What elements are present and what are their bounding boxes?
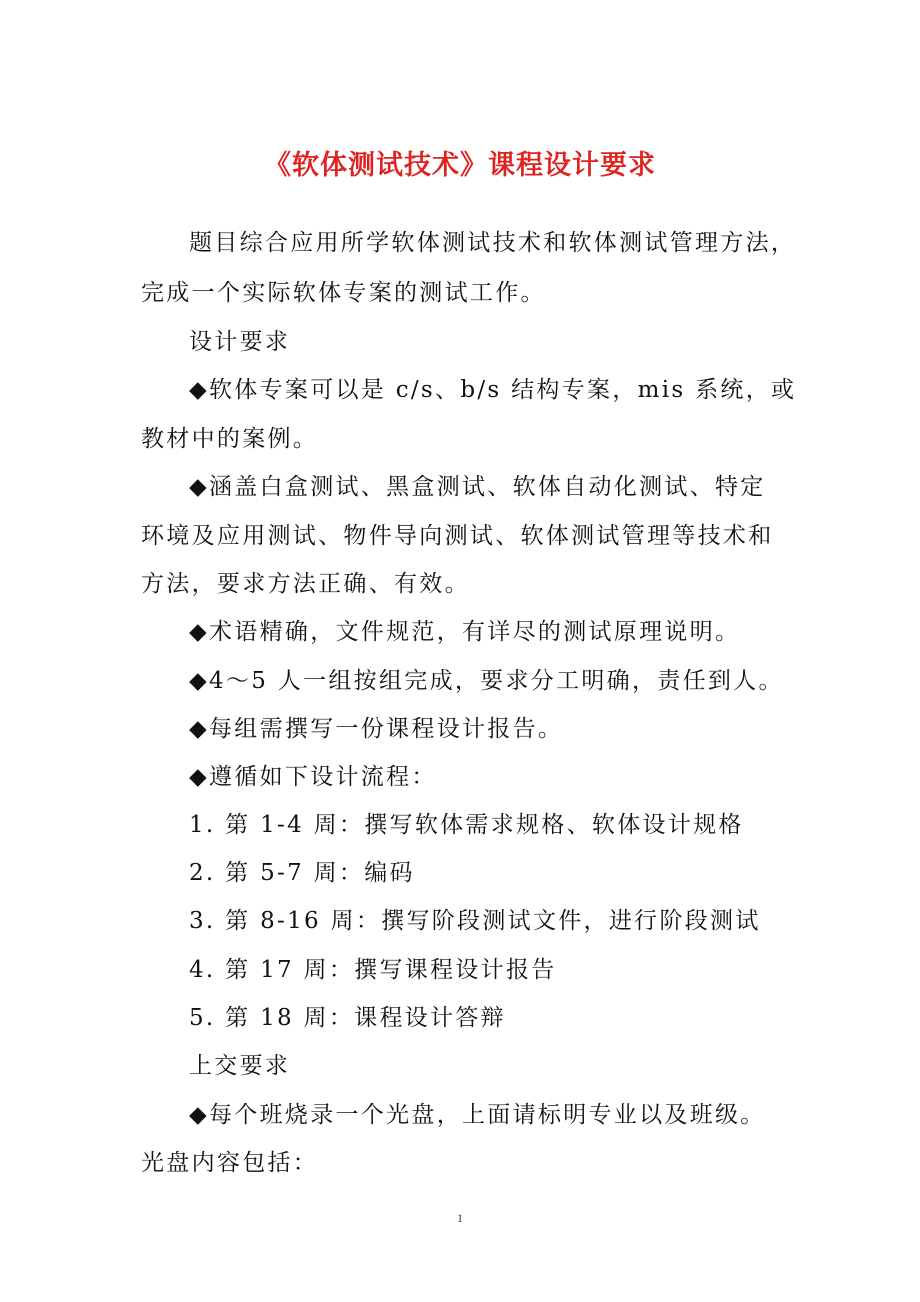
bullet-item: ◆术语精确，文件规范，有详尽的测试原理说明。: [189, 619, 741, 645]
bullet-item: ◆软体专案可以是 c/s、b/s 结构专案，mis 系统，或: [189, 377, 797, 403]
bullet-item: ◆每组需撰写一份课程设计报告。: [189, 716, 564, 742]
bullet-item-continuation: 环境及应用测试、物件导向测试、软体测试管理等技术和: [141, 523, 774, 549]
bullet-item: ◆每个班烧录一个光盘，上面请标明专业以及班级。: [189, 1102, 766, 1128]
process-step: 3. 第 8-16 周：撰写阶段测试文件，进行阶段测试: [189, 908, 761, 934]
section-heading: 上交要求: [189, 1053, 291, 1079]
process-step: 4. 第 17 周：撰写课程设计报告: [189, 957, 557, 983]
bullet-item: ◆遵循如下设计流程：: [189, 764, 437, 790]
paragraph-line: 完成一个实际软体专案的测试工作。: [141, 280, 546, 306]
bullet-item-continuation: 教材中的案例。: [141, 426, 319, 452]
section-heading: 设计要求: [189, 329, 291, 355]
bullet-item: ◆涵盖白盒测试、黑盒测试、软体自动化测试、特定: [189, 474, 766, 500]
paragraph-line: 题目综合应用所学软体测试技术和软体测试管理方法，: [189, 230, 797, 256]
page-number: 1: [457, 1211, 463, 1225]
document-title: 《软体测试技术》课程设计要求: [264, 150, 656, 181]
bullet-item: ◆4～5 人一组按组完成，要求分工明确，责任到人。: [189, 668, 784, 694]
process-step: 5. 第 18 周：课程设计答辩: [189, 1005, 506, 1031]
bullet-item-continuation: 方法，要求方法正确、有效。: [141, 571, 470, 597]
process-step: 2. 第 5-7 周：编码: [189, 860, 415, 886]
process-step: 1. 第 1-4 周：撰写软体需求规格、软体设计规格: [189, 812, 744, 838]
bullet-item-continuation: 光盘内容包括：: [141, 1150, 319, 1176]
